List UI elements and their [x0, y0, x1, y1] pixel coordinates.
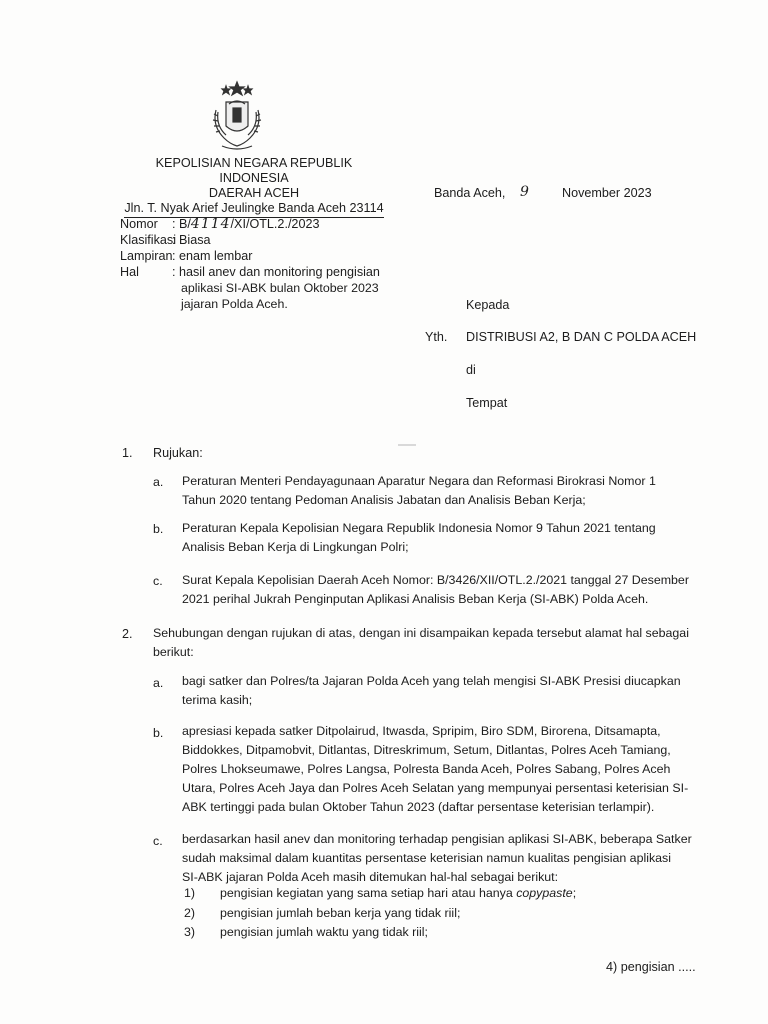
page-continuation: 4) pengisian ..... — [606, 960, 696, 974]
subitem-1-text-italic: copypaste — [516, 886, 573, 900]
hal-row — [120, 264, 380, 280]
item-2a-text — [182, 672, 697, 710]
hal-label: Hal — [120, 265, 139, 279]
rujukan-c-letter: c. — [153, 574, 163, 588]
subitem-1-text-main: pengisian kegiatan yang sama setiap hari atau hanya — [220, 886, 517, 900]
di-label: di — [466, 363, 476, 377]
rujukan-b-text — [182, 519, 694, 557]
subitem-1-text — [220, 886, 576, 900]
letterhead — [120, 156, 388, 218]
scan-mark — [398, 444, 416, 446]
rujukan-a-line-2: Tahun 2020 tentang Pedoman Analisis Jabatan dan Analisis Beban Kerja; — [182, 493, 586, 507]
klasifikasi-value: : Biasa — [172, 233, 211, 247]
kepada-label: Kepada — [466, 298, 510, 312]
section-2-intro-line-1: Sehubungan dengan rujukan di atas, dengan ini disampaikan kepada tersebut alamat hal sebagai — [153, 626, 689, 640]
nomor-label: Nomor — [120, 217, 158, 231]
letter-month-year: November 2023 — [562, 186, 652, 200]
item-2b-line-5: ABK tertinggi pada bulan Oktober Tahun 2023 (daftar persentase keterisian terlampir). — [182, 800, 655, 814]
section-2-intro — [153, 624, 698, 662]
org-region: DAERAH ACEH — [208, 186, 300, 200]
hal-line-1: : hasil anev dan monitoring pengisian — [172, 265, 380, 279]
rujukan-b-line-2: Analisis Beban Kerja di Lingkungan Polri; — [182, 540, 409, 554]
subitem-2-number: 2) — [184, 906, 196, 920]
nomor-prefix: : B/ — [172, 217, 191, 231]
org-address: Jln. T. Nyak Arief Jeulingke Banda Aceh 23114 — [124, 201, 383, 218]
recipient-name: DISTRIBUSI A2, B DAN C POLDA ACEH — [466, 330, 697, 344]
item-2b-line-2: Biddokkes, Ditpamobvit, Ditlantas, Ditreskrimum, Setum, Ditlantas, Polres Aceh Tamiang, — [182, 743, 671, 757]
klasifikasi-label: Klasifikasi — [120, 233, 176, 247]
section-1-number: 1. — [122, 446, 133, 460]
subitem-3-number: 3) — [184, 925, 196, 939]
item-2b-line-3: Polres Lhokseumawe, Polres Langsa, Polresta Banda Aceh, Polres Sabang, Polres Aceh — [182, 762, 671, 776]
item-2a-letter: a. — [153, 676, 164, 690]
item-2b-text — [182, 722, 697, 817]
nomor-suffix: /XI/OTL.2./2023 — [230, 217, 320, 231]
police-emblem-icon — [204, 80, 270, 152]
hal-line-3: jajaran Polda Aceh. — [181, 297, 288, 311]
section-1-title: Rujukan: — [153, 446, 203, 460]
subitem-3-text: pengisian jumlah waktu yang tidak riil; — [220, 925, 428, 939]
item-2c-line-3: SI-ABK jajaran Polda Aceh masih ditemukan hal-hal sebagai berikut: — [182, 870, 559, 884]
rujukan-a-line-1: Peraturan Menteri Pendayagunaan Aparatur Negara dan Reformasi Birokrasi Nomor 1 — [182, 474, 656, 488]
lampiran-row — [120, 248, 253, 264]
item-2a-line-2: terima kasih; — [182, 693, 253, 707]
rujukan-c-text — [182, 571, 694, 609]
letter-city: Banda Aceh, — [434, 186, 506, 200]
section-2-intro-line-2: berikut: — [153, 645, 194, 659]
lampiran-label: Lampiran — [120, 249, 173, 263]
subitem-1-number: 1) — [184, 886, 196, 900]
item-2c-letter: c. — [153, 834, 163, 848]
klasifikasi-row — [120, 232, 211, 248]
rujukan-a-text — [182, 472, 694, 510]
hal-line-2: aplikasi SI-ABK bulan Oktober 2023 — [181, 281, 379, 295]
rujukan-a-letter: a. — [153, 475, 164, 489]
rujukan-b-line-1: Peraturan Kepala Kepolisian Negara Republik Indonesia Nomor 9 Tahun 2021 tentang — [182, 521, 656, 535]
item-2c-text — [182, 830, 697, 887]
item-2a-line-1: bagi satker dan Polres/ta Jajaran Polda Aceh yang telah mengisi SI-ABK Presisi diucapkan — [182, 674, 681, 688]
section-2-number: 2. — [122, 627, 133, 641]
subitem-1-text-end: ; — [572, 886, 577, 900]
nomor-handwritten: 4114 — [190, 216, 231, 232]
org-name: KEPOLISIAN NEGARA REPUBLIK INDONESIA — [155, 156, 353, 185]
lampiran-value: : enam lembar — [172, 249, 253, 263]
tempat-label: Tempat — [466, 396, 508, 410]
item-2b-line-1: apresiasi kepada satker Ditpolairud, Itwasda, Spripim, Biro SDM, Birorena, Ditsamapta, — [182, 724, 661, 738]
rujukan-b-letter: b. — [153, 522, 164, 536]
yth-label: Yth. — [425, 330, 448, 344]
item-2b-line-4: Utara, Polres Aceh Jaya dan Polres Aceh Selatan yang mempunyai persentasi keterisian SI- — [182, 781, 689, 795]
rujukan-c-line-1: Surat Kepala Kepolisian Daerah Aceh Nomor: B/3426/XII/OTL.2./2021 tanggal 27 Desember — [182, 573, 689, 587]
letter-day-handwritten: 9 — [520, 184, 530, 200]
rujukan-c-line-2: 2021 perihal Jukrah Penginputan Aplikasi Analisis Beban Kerja (SI-ABK) Polda Aceh. — [182, 592, 649, 606]
item-2c-line-2: sudah maksimal dalam kuantitas persentase keterisian namun kualitas pengisian aplikasi — [182, 851, 672, 865]
subitem-2-text: pengisian jumlah beban kerja yang tidak riil; — [220, 906, 461, 920]
item-2b-letter: b. — [153, 726, 164, 740]
nomor-row — [120, 216, 319, 232]
item-2c-line-1: berdasarkan hasil anev dan monitoring terhadap pengisian aplikasi SI-ABK, beberapa Satker — [182, 832, 692, 846]
